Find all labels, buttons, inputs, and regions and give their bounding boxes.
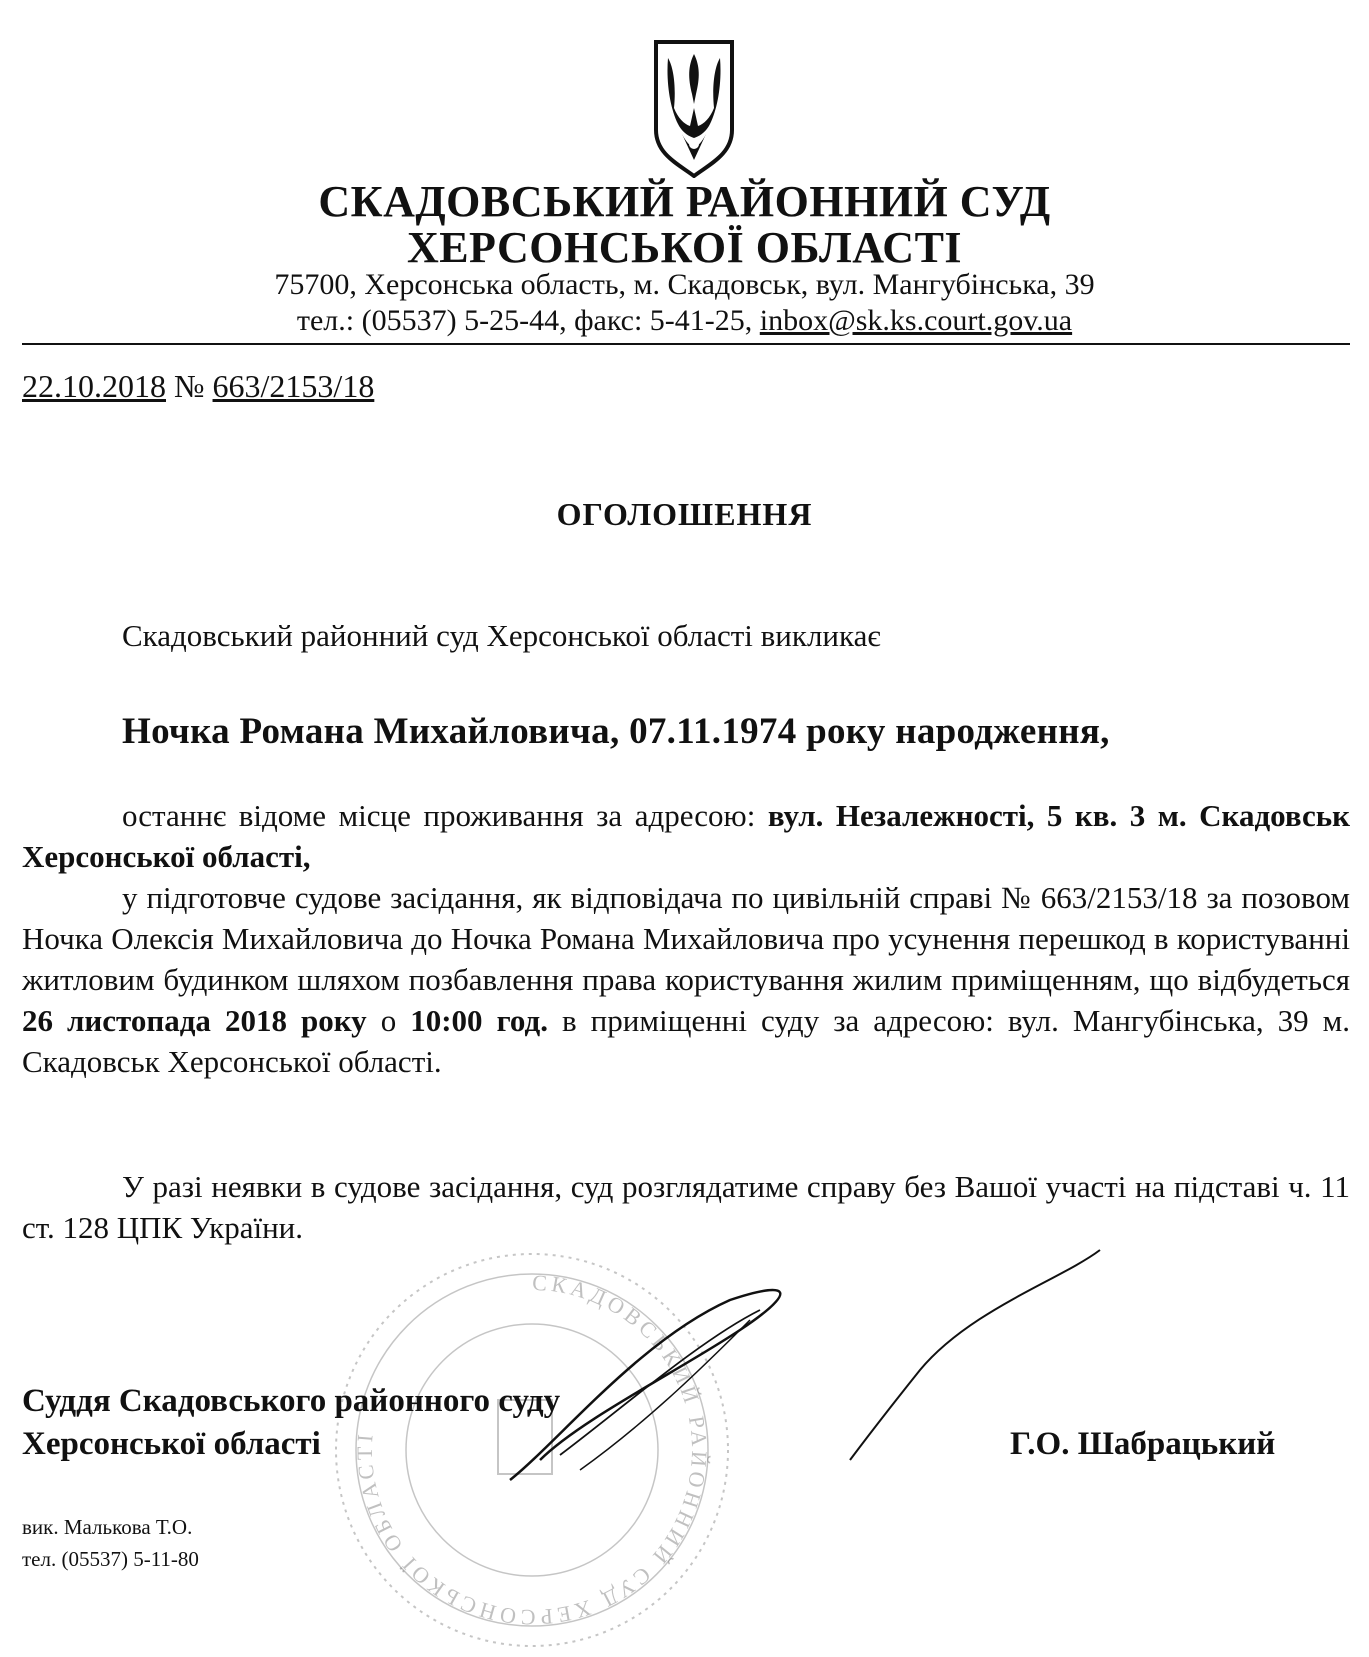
hearing-date: 26 листопада 2018 року [22,1003,367,1038]
hearing-time: 10:00 год. [410,1003,548,1038]
court-address: 75700, Херсонська область, м. Скадовськ, вул. Мангубінська, 39 [274,268,1095,301]
hearing-connector: о [366,1003,411,1038]
header-divider [22,343,1350,345]
document-date: 22.10.2018 [22,368,166,404]
trident-emblem-icon [652,38,736,178]
residence-paragraph [22,795,1350,877]
phone-fax-text: тел.: (05537) 5-25-44, факс: 5-41-25, [296,304,760,337]
hearing-location-text: в приміщенні суду за адресою: вул. Мангубінська, 39 м. Скадовськ Херсонської області. [22,1003,1351,1079]
executor-name: вик. Малькова Т.О. [22,1515,193,1539]
hearing-paragraph [22,877,1350,1082]
executor-phone: тел. (05537) 5-11-80 [22,1547,199,1571]
stamp-ring-text: СКАДОВСЬКИЙ РАЙОННИЙ СУД ХЕРСОНСЬКОЇ ОБЛАСТІ [351,1269,713,1631]
warning-paragraph: У разі неявки в судове засідання, суд розглядатиме справу без Вашої участі на підставі ч. 11 ст. 128 ЦПК України. [22,1169,1350,1245]
email-link[interactable]: inbox@sk.ks.court.gov.ua [759,304,1073,337]
executor-info [22,1511,199,1575]
document-reference [22,370,374,402]
judge-position [22,1380,560,1466]
handwritten-signature [500,1220,1200,1520]
notice-body [22,795,1350,1082]
court-name-line2: ХЕРСОНСЬКОЇ ОБЛАСТІ [406,223,963,272]
hearing-text: у підготовче судове засідання, як відповідача по цивільній справі № 663/2153/18 за позовом Ночка Олексія Михайловича до Ночка Романа Михайловича про усунення перешкод в користуванні житловим будинком шляхом позбавлення права користування жилим приміщенням, що відбудеться [22,880,1350,997]
residence-address: вул. Незалежності, 5 кв. 3 м. Скадовськ Херсонської області, [22,798,1350,874]
document-title: ОГОЛОШЕННЯ [556,496,813,532]
summoned-person: Ночка Романа Михайловича, 07.11.1974 року народження, [122,711,1110,752]
judge-name: Г.О. Шабрацький [1010,1426,1276,1462]
court-contacts [0,306,1369,336]
intro-text: Скадовський районний суд Херсонської області викликає [122,618,881,653]
judge-position-line2: Херсонської області [22,1426,321,1462]
number-sign: № [166,368,213,404]
document-number: 663/2153/18 [212,368,375,404]
court-name-line1: СКАДОВСЬКИЙ РАЙОННИЙ СУД [318,177,1051,226]
judge-position-line1: Суддя Скадовського районного суду [22,1383,561,1419]
residence-text: останнє відоме місце проживання за адресою: [122,798,768,833]
